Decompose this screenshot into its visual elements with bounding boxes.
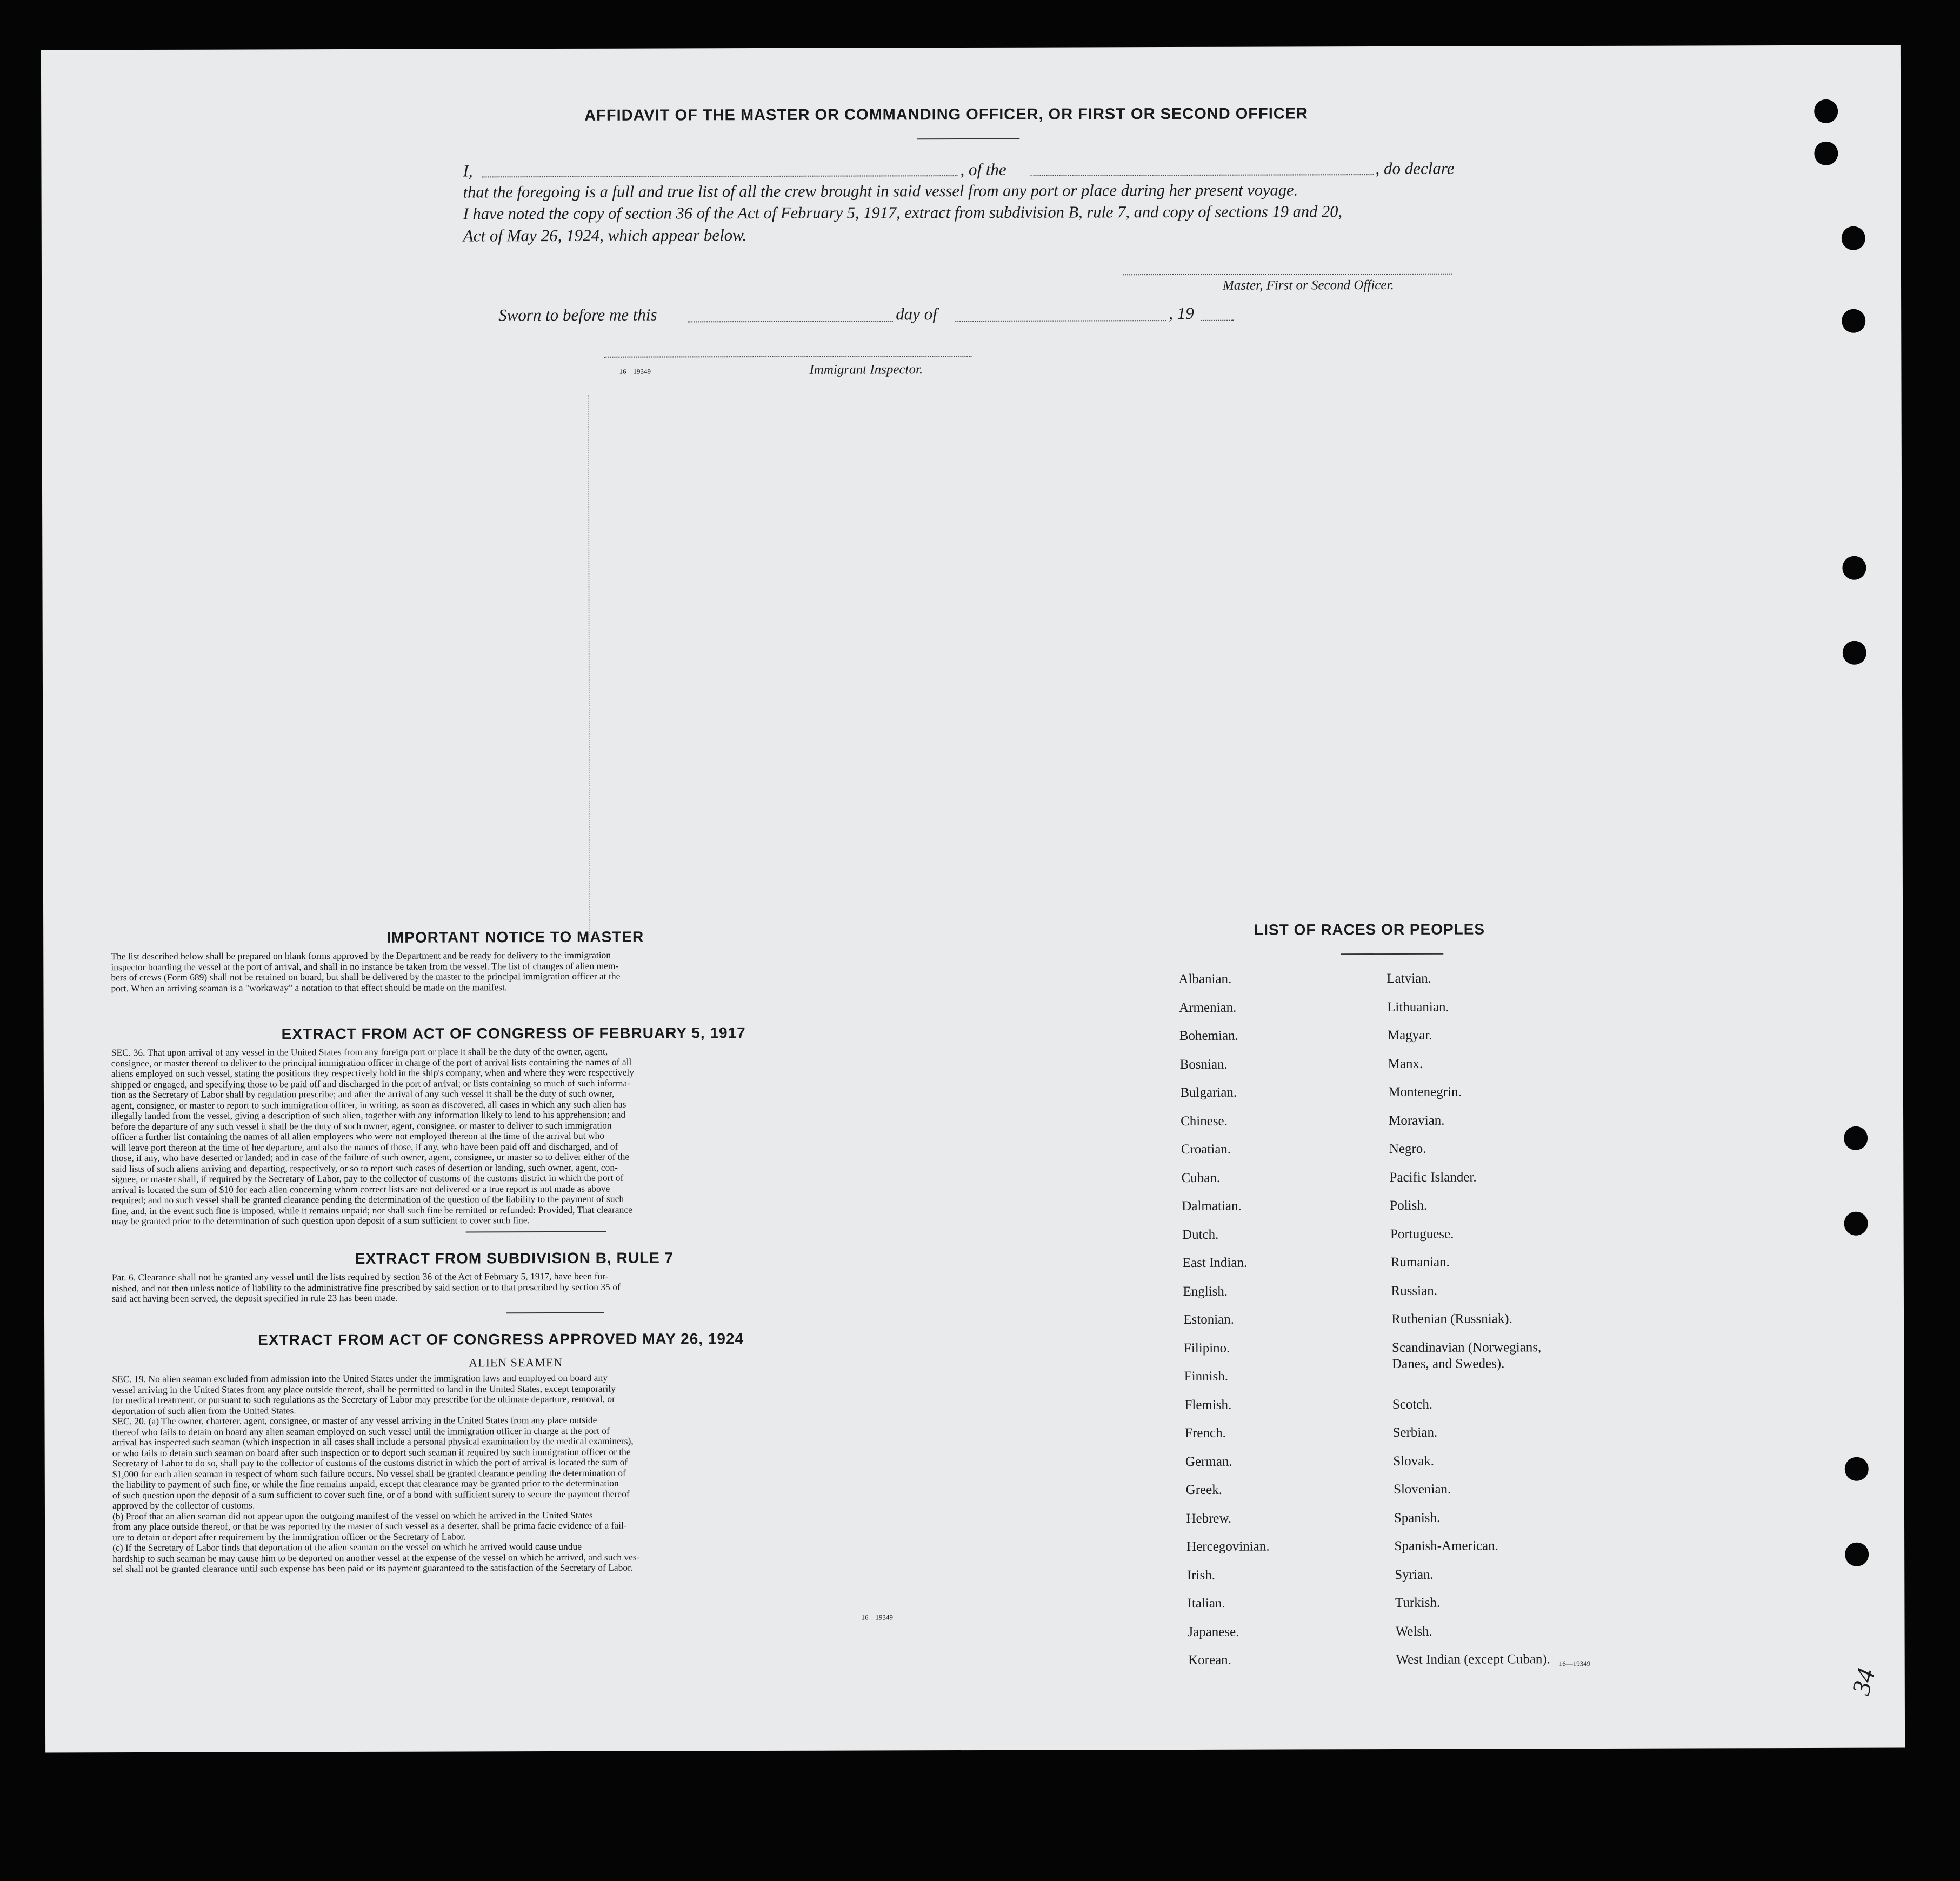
race-item: Negro. — [1389, 1141, 1426, 1156]
separator-rule — [466, 1231, 606, 1233]
extract-1924-subtitle: ALIEN SEAMEN — [469, 1355, 563, 1370]
punch-hole — [1842, 556, 1866, 580]
race-item: Magyar. — [1387, 1028, 1432, 1043]
separator-rule — [506, 1312, 604, 1313]
extract-1917-text: SEC. 36. That upon arrival of any vessel in the United States from any foreign port or place it shall be the duty of the owner, agent, consignee, or master thereof to deliver to the principal immigration officer in charge of the port of arrival lists containing the names of all aliens employed on such vessel, stating the positions they respectively hold in the ship's company, when and where they were respectively shipped or engaged, and specifying those to be paid off and discharged in the port of arrival; or lists containing so much of such informa- tion as the Secretary of Labor shall by regulation prescribe; and after the arrival of any such vessel it shall be the duty of such owner, agent, consignee, or master to report to such immigration officer, in writing, as soon as discovered, all cases in which any such alien has illegally landed from the vessel, giving a description of such alien, together with any information likely to lend to his apprehension; and before the departure of any such vessel it shall be the duty of such owner, agent, consignee, or master to deliver to such immigration officer a further list containing the names of all alien employees who were not employed thereon at the time of the arrival but who will leave port thereon at the time of her departure, and also the names of those, if any, who have been paid off and discharged, and of those, if any, who have deserted or landed; and in case of the failure of such owner, agent, consignee, or master so to deliver either of the said lists of such aliens arriving and departing, respectively, or so to report such cases of desertion or landing, such owner, agent, con- signee, or master shall, if required by the Secretary of Labor, pay to the collector of customs of the customs district in which the port of arrival is located the sum of $10 for each alien concerning whom correct lists are not delivered or a true report is not made as above required; and no such vessel shall be granted clearance pending the determination of the question of the liability to the payment of such fine, and, in the event such fine is imposed, while it remains unpaid; nor shall such fine be remitted or refunded: Provided, That clearance may be granted prior to the determination of such question upon deposit of a sum sufficient to cover such fine. — [111, 1045, 635, 1227]
race-item: Slovenian. — [1394, 1482, 1451, 1497]
notice-text: The list described below shall be prepared on blank forms approved by the Department and be ready for delivery to the immigration inspector boarding the vessel at the port of arrival, and shall in no instance be taken from the vessel. The list of changes of alien mem- bers of crews (Form 689) shall not be retained on board, but shall be delivered by the master to the principal immigration officer at the port. When an arriving seaman is a "workaway" a notation to that effect should be made on the manifest. — [111, 949, 621, 993]
signature-line[interactable] — [1123, 274, 1452, 276]
race-item: Serbian. — [1392, 1425, 1438, 1440]
affidavit-line-3: I have noted the copy of section 36 of the Act of February 5, 1917, extract from subdivision B, rule 7, and copy of sections 19 and 20, — [463, 202, 1343, 223]
affidavit-title: AFFIDAVIT OF THE MASTER OR COMMANDING OFFICER, OR FIRST OR SECOND OFFICER — [584, 105, 1309, 124]
race-item: Latvian. — [1386, 971, 1432, 986]
race-item: Korean. — [1188, 1652, 1231, 1667]
affidavit-i-label: I, — [463, 161, 473, 181]
races-right-column — [41, 45, 1901, 50]
punch-hole — [1845, 1543, 1869, 1566]
races-title: LIST OF RACES OR PEOPLES — [1254, 921, 1485, 938]
race-item: Welsh. — [1395, 1624, 1432, 1639]
race-item: Turkish. — [1395, 1595, 1441, 1610]
extract-rule7-text: Par. 6. Clearance shall not be granted any vessel until the lists required by section 36 of the Act of February 5, 1917, have been fur- nished, and not then unless notice of liability to the administrative fine prescribed by said section or to that prescribed by section 35 of said act having been served, the deposit specified in rule 23 has been made. — [111, 1270, 621, 1304]
races-title-rule — [1341, 953, 1443, 955]
race-item: Flemish. — [1184, 1397, 1232, 1412]
punch-hole — [1845, 1457, 1869, 1481]
inspector-label: Immigrant Inspector. — [809, 362, 923, 377]
race-item: Croatian. — [1181, 1142, 1231, 1157]
year-label: , 19 — [1169, 303, 1194, 323]
race-item: French. — [1185, 1425, 1226, 1440]
race-item: Slovak. — [1393, 1453, 1435, 1469]
extract-1924-text: SEC. 19. No alien seaman excluded from admission into the United States under the immigration laws and employed on board any vessel arriving in the United States from any place outside thereof, shall be permitted to land in the United States, except temporarily for medical treatment, or pursuant to such regulations as the Secretary of Labor may prescribe for the ultimate departure, removal, or deportation of such alien from the United States. SEC. 20. (a) The owner, charterer, agent, consignee, or master of any vessel arriving in the United States from any place outside thereof who fails to detain on board any alien seaman employed on such vessel until the immigration officer in charge at the port of arrival has inspected such seaman (which inspection in all cases shall include a personal physical examination by the medical examiners), or who fails to detain such seaman on board after such inspection or to deport such seaman if required by such immigration officer or the Secretary of Labor to do so, shall pay to the collector of customs of the customs district in which the port of arrival is located the sum of $1,000 for each alien seaman in respect of whom such failure occurs. No vessel shall be granted clearance pending the determination of the liability to payment of such fine, or while the fine remains unpaid, except that clearance may be granted prior to the determination of such question upon the deposit of a sum sufficient to cover such fine, or of a bond with sufficient surety to secure the payment thereof approved by the collector of customs. (b) Proof that an alien seaman did not appear upon the outgoing manifest of the vessel on which he arrived in the United States from any place outside thereof, or that he was reported by the master of such vessel as a deserter, shall be prima facie evidence of a fail- ure to detain or deport after requirement by the immigration officer or the Secretary of Labor. (c) If the Secretary of Labor finds that deportation of the alien seaman on the vessel on which he arrived would cause undue hardship to such seaman he may cause him to be deported on another vessel at the expense of the vessel on which he arrived, and such ves- sel shall not be granted clearance until such expense has been paid or its payment guaranteed to the satisfaction of the Secretary of Labor. — [112, 1372, 640, 1575]
race-item: Greek. — [1185, 1482, 1223, 1497]
race-item: Italian. — [1187, 1596, 1225, 1611]
sworn-day-line[interactable] — [688, 321, 893, 322]
race-item: Scandinavian (Norwegians, Danes, and Swedes). — [1391, 1339, 1542, 1371]
vessel-name-line[interactable] — [1030, 174, 1374, 176]
race-item: Hebrew. — [1186, 1511, 1232, 1526]
sworn-label: Sworn to before me this — [498, 305, 657, 325]
extract-rule7-title: EXTRACT FROM SUBDIVISION B, RULE 7 — [355, 1249, 674, 1267]
affidavit-form-number: 16—19349 — [619, 367, 651, 376]
affidavit-title-rule — [917, 138, 1019, 139]
race-item: Japanese. — [1188, 1624, 1239, 1639]
race-item: Bulgarian. — [1180, 1085, 1237, 1100]
race-item: Lithuanian. — [1387, 999, 1449, 1015]
extract-form-number: 16—19349 — [861, 1613, 893, 1622]
fold-line — [588, 395, 592, 935]
race-item: Irish. — [1186, 1568, 1215, 1583]
race-item: Dalmatian. — [1182, 1198, 1242, 1213]
race-item: Montenegrin. — [1388, 1084, 1462, 1099]
races-left-column — [41, 45, 1901, 50]
race-item: Cuban. — [1181, 1170, 1221, 1185]
master-name-line[interactable] — [482, 175, 957, 177]
race-item: Dutch. — [1182, 1227, 1219, 1242]
race-item: Ruthenian (Russniak). — [1391, 1311, 1512, 1326]
race-item: Spanish-American. — [1394, 1538, 1498, 1553]
race-item: Moravian. — [1389, 1113, 1445, 1128]
punch-hole — [1814, 99, 1838, 123]
inspector-signature-line[interactable] — [604, 356, 971, 358]
sworn-month-line[interactable] — [955, 320, 1166, 322]
extract-1924-title: EXTRACT FROM ACT OF CONGRESS APPROVED MAY 26, 1924 — [258, 1330, 744, 1349]
race-item: Syrian. — [1395, 1567, 1434, 1582]
document-sheet — [41, 45, 1905, 1753]
race-item: Rumanian. — [1390, 1255, 1450, 1270]
race-item: Hercegovinian. — [1186, 1539, 1270, 1554]
race-item: Albanian. — [1178, 971, 1232, 987]
race-item: West Indian (except Cuban). — [1396, 1652, 1550, 1667]
race-item: Estonian. — [1183, 1312, 1235, 1327]
punch-hole — [1844, 1212, 1868, 1236]
race-item: Armenian. — [1179, 1000, 1237, 1015]
punch-hole — [1842, 226, 1865, 250]
race-item: Polish. — [1390, 1198, 1428, 1213]
notice-title: IMPORTANT NOTICE TO MASTER — [386, 928, 644, 946]
punch-hole — [1842, 309, 1865, 333]
race-item: English. — [1183, 1284, 1228, 1299]
extract-1917-title: EXTRACT FROM ACT OF CONGRESS OF FEBRUARY 5, 1917 — [281, 1024, 746, 1043]
race-item: Bohemian. — [1179, 1028, 1238, 1044]
race-item: Bosnian. — [1179, 1057, 1228, 1072]
races-form-number: 16—19349 — [1558, 1659, 1591, 1668]
affidavit-line-2: that the foregoing is a full and true list of all the crew brought in said vessel from any port or place during her present voyage. — [463, 181, 1298, 202]
punch-hole — [1843, 641, 1866, 665]
race-item: German. — [1185, 1454, 1232, 1469]
race-item: Manx. — [1388, 1056, 1423, 1071]
punch-hole — [1814, 142, 1838, 165]
sworn-year-line[interactable] — [1201, 320, 1234, 321]
race-item: Finnish. — [1184, 1369, 1229, 1384]
race-item: Scotch. — [1392, 1397, 1433, 1412]
race-item: Filipino. — [1183, 1340, 1230, 1356]
race-item: Portuguese. — [1390, 1226, 1454, 1242]
affidavit-line-4: Act of May 26, 1924, which appear below. — [463, 225, 747, 245]
signer-label: Master, First or Second Officer. — [1222, 277, 1394, 293]
race-item: Pacific Islander. — [1389, 1170, 1477, 1185]
handwritten-page-number: 34 — [1846, 1665, 1881, 1698]
race-item: East Indian. — [1182, 1255, 1248, 1270]
race-item: Chinese. — [1181, 1113, 1228, 1129]
race-item: Spanish. — [1394, 1510, 1441, 1525]
race-item: Russian. — [1391, 1283, 1437, 1298]
affidavit-of-the-label: , of the — [960, 159, 1006, 179]
day-of-label: day of — [896, 304, 937, 324]
punch-hole — [1844, 1126, 1868, 1150]
affidavit-do-declare-label: , do declare — [1375, 158, 1455, 178]
